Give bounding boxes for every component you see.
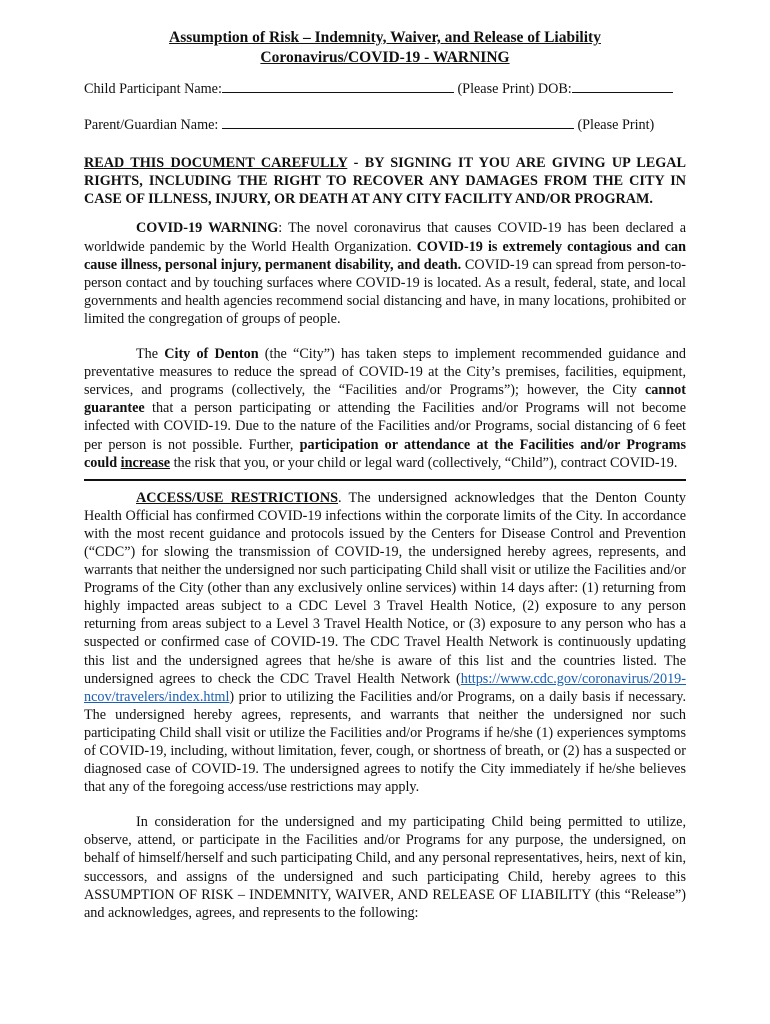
title-line-2: Coronavirus/COVID-19 - WARNING [260,48,510,66]
consideration-paragraph: In consideration for the undersigned and my participating Child being permitted to utilize, observe, attend, or participate in the Facilities and/or Programs for any purpose, the undersigned, on behalf of himself/herself and such participating Child, and any personal representatives, heirs, next of kin, successors, and assigns of the undersigned and such participating Child, hereby agrees to this ASSUMPTION OF RISK – INDEMNITY, WAIVER, AND RELEASE OF LIABILITY (this “Release”) and acknowledges, agrees, and represents to the following: [84,814,686,921]
read-carefully-warning [84,154,686,208]
participation-bold: participation or attendance at the Facilities and/or Programs could [84,436,686,471]
city-name: City of Denton [164,346,259,363]
city-text-4: the risk that you, or your child or legal ward (collectively, “Child”), contract COVID-19. [170,454,678,471]
cannot-guarantee: cannot guarantee [84,382,686,417]
city-text-1: The [136,346,165,363]
read-carefully-heading: READ THIS DOCUMENT CAREFULLY [84,155,348,172]
cdc-travel-link[interactable]: https://www.cdc.gov/coronavirus/2019-ncov/travelers/index.html [84,670,686,705]
city-text-3: that a person participating or attending the Facilities and/or Programs will not become infected with COVID-19. Due to the nature of the Facilities and/or Programs, social distancing of 6 feet per person is not possible. Further, [84,400,686,453]
child-name-label: Child Participant Name: [84,81,222,97]
increase-word: increase [120,454,171,471]
access-restrictions-heading: ACCESS/USE RESTRICTIONS [136,489,339,506]
parent-name-label: Parent/Guardian Name: [84,117,219,134]
city-paragraph [84,345,686,472]
section-divider [84,479,686,481]
covid-warning-paragraph [84,219,686,328]
access-text-1: . The undersigned acknowledges that the Denton County Health Official has confirmed COVID-19 infections within the corporate limits of the City. In accordance with the most recent guidance and protocols issued by the Centers for Disease Control and Prevention (“CDC”) for slowing the transmission of COVID-19, the undersigned hereby agrees, represents, and warrants that neither the undersigned nor such participating Child shall visit or utilize the Facilities and/or Programs of the City (other than any exclusively online services) within 14 days after: (1) returning from highly impacted areas subject to a CDC Level 3 Travel Health Notice, (2) exposure to any person returning from areas subject to a Level 3 Travel Health Notice, or (3) exposure to any person who has a suspected or confirmed case of COVID-19. The CDC Travel Health Network is continuously updating this list and the undersigned agrees that he/she is aware of this list and the countries listed. The undersigned agrees to check the CDC Travel Health Network ( [84,489,686,687]
parent-name-row [84,115,686,134]
document-title [84,28,686,67]
access-restrictions-paragraph [84,489,686,797]
child-name-field[interactable] [222,79,454,93]
covid-text-2: COVID-19 can spread from person-to-person contact and by touching surfaces where COVID-19 is located. As a result, federal, state, and local governments and health agencies recommend social distancing and have, in many locations, prohibited or limited the congregation of groups of people. [84,256,686,327]
dob-field[interactable] [572,79,673,93]
parent-name-field[interactable] [222,115,574,129]
access-text-2: ) prior to utilizing the Facilities and/or Programs, on a daily basis if necessary. The undersigned hereby agrees, represents, and warrants that neither the undersigned nor such participating Child shall visit or utilize the Facilities and/or Programs if he/she (1) experiences symptoms of COVID-19, including, without limitation, fever, cough, or shortness of breath, or (2) has a suspected or diagnosed case of COVID-19. The undersigned agrees to notify the City immediately if he/she believes that any of the foregoing access/use restrictions may apply. [84,688,686,796]
covid-bold-statement: COVID-19 is extremely contagious and can cause illness, personal injury, permanent disability, and death. [84,238,686,273]
read-carefully-text: - BY SIGNING IT YOU ARE GIVING UP LEGAL RIGHTS, INCLUDING THE RIGHT TO RECOVER ANY DAMAGES FROM THE CITY IN CASE OF ILLNESS, INJURY, OR DEATH AT ANY CITY FACILITY AND/OR PROGRAM. [84,155,686,208]
covid-text-1: : The novel coronavirus that causes COVID-19 has been declared a worldwide pandemic by the World Health Organization. [84,220,686,255]
child-print-dob-label: (Please Print) DOB: [457,81,572,97]
title-line-1: Assumption of Risk – Indemnity, Waiver, and Release of Liability [169,29,601,46]
child-name-row [84,79,686,98]
city-text-2: (the “City”) has taken steps to implement recommended guidance and preventative measures to reduce the spread of COVID-19 at the City’s premises, facilities, equipment, services, and programs (collectively, the “Facilities and/or Programs”); however, the City [84,346,687,399]
covid-warning-heading: COVID-19 WARNING [136,220,279,237]
waiver-document [84,28,686,922]
parent-print-note: (Please Print) [577,117,655,134]
